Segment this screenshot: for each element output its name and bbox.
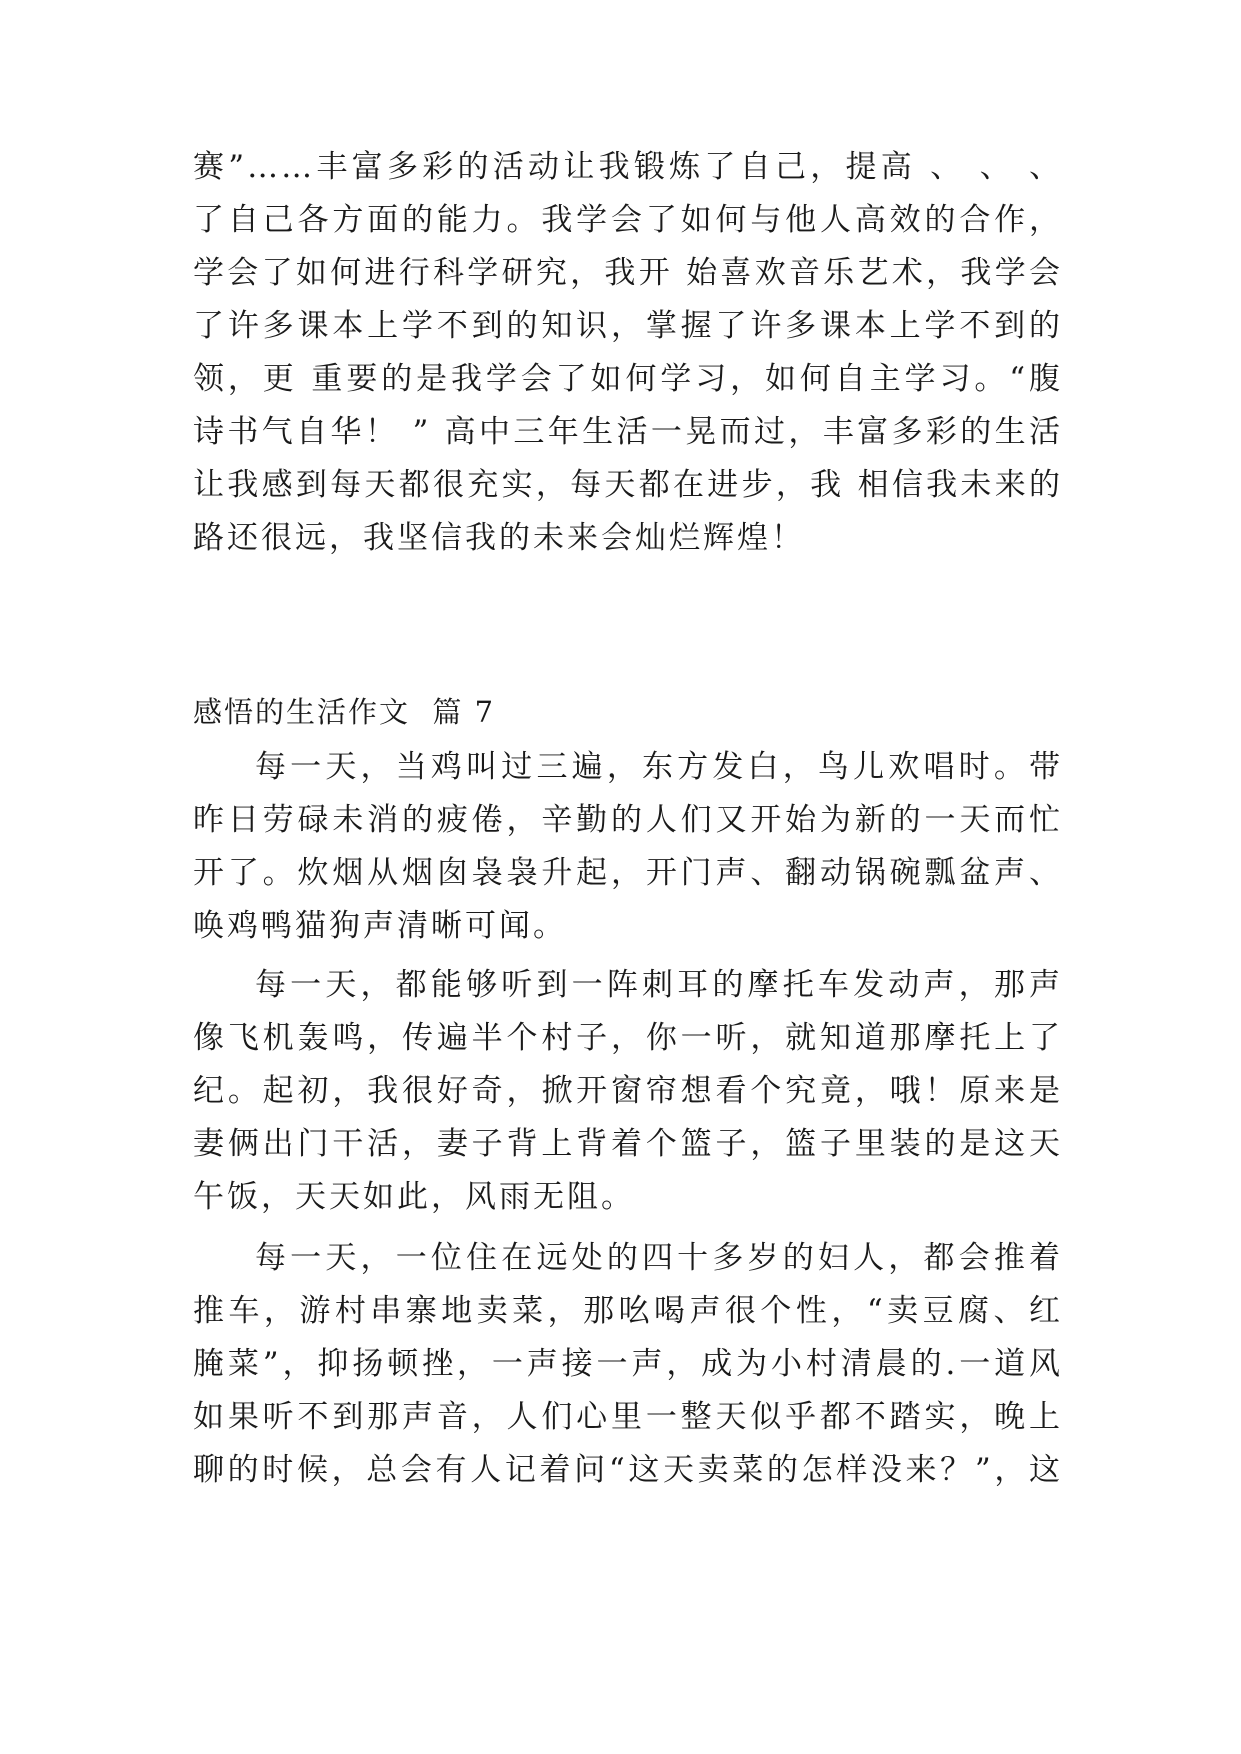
text-line: 如果听不到那声音，人们心里一整天似乎都不踏实，晚上 [193, 1399, 1063, 1435]
text-line: 了自己各方面的能力。我学会了如何与他人高效的合作， [193, 202, 1063, 238]
paragraph-first-line: 每一天，当鸡叫过三遍，东方发白，鸟儿欢唱时。带 [255, 749, 1063, 785]
paragraph-first-line: 每一天，一位住在远处的四十多岁的妇人，都会推着 [255, 1240, 1063, 1276]
text-line: 纪。起初，我很好奇，掀开窗帘想看个究竟，哦！原来是 [193, 1073, 1063, 1109]
text-line: 腌菜”，抑扬顿挫，一声接一声，成为小村清晨的.一道风 [193, 1346, 1063, 1382]
text-line: 像飞机轰鸣，传遍半个村子，你一听，就知道那摩托上了 [193, 1020, 1063, 1056]
text-line: 了许多课本上学不到的知识，掌握了许多课本上学不到的 [193, 308, 1063, 344]
text-line: 让我感到每天都很充实，每天都在进步，我 相信我未来的 [193, 467, 1063, 503]
text-line: 诗书气自华！ ” 高中三年生活一晃而过，丰富多彩的生活 [193, 414, 1063, 450]
section-heading: 感悟的生活作文 篇 7 [193, 695, 496, 729]
text-line: 昨日劳碌未消的疲倦，辛勤的人们又开始为新的一天而忙 [193, 802, 1063, 838]
text-line: 学会了如何进行科学研究，我开 始喜欢音乐艺术，我学会 [193, 255, 1063, 291]
text-line: 午饭，天天如此，风雨无阻。 [193, 1179, 635, 1215]
text-line: 领，更 重要的是我学会了如何学习，如何自主学习。“腹 [193, 361, 1063, 397]
text-line: 妻俩出门干活，妻子背上背着个篮子，篮子里装的是这天 [193, 1126, 1063, 1162]
text-line: 推车，游村串寨地卖菜，那吆喝声很个性，“卖豆腐、红 [193, 1293, 1063, 1329]
text-line: 路还很远，我坚信我的未来会灿烂辉煌！ [193, 520, 805, 556]
text-line: 聊的时候，总会有人记着问“这天卖菜的怎样没来？”，这 [193, 1452, 1063, 1488]
text-line: 开了。炊烟从烟囱袅袅升起，开门声、翻动锅碗瓢盆声、 [193, 855, 1063, 891]
text-line: 唤鸡鸭猫狗声清晰可闻。 [193, 908, 567, 944]
paragraph-first-line: 每一天，都能够听到一阵刺耳的摩托车发动声，那声 [255, 967, 1063, 1003]
text-line: 赛”……丰富多彩的活动让我锻炼了自己，提高 、 、 、 [193, 149, 1063, 185]
